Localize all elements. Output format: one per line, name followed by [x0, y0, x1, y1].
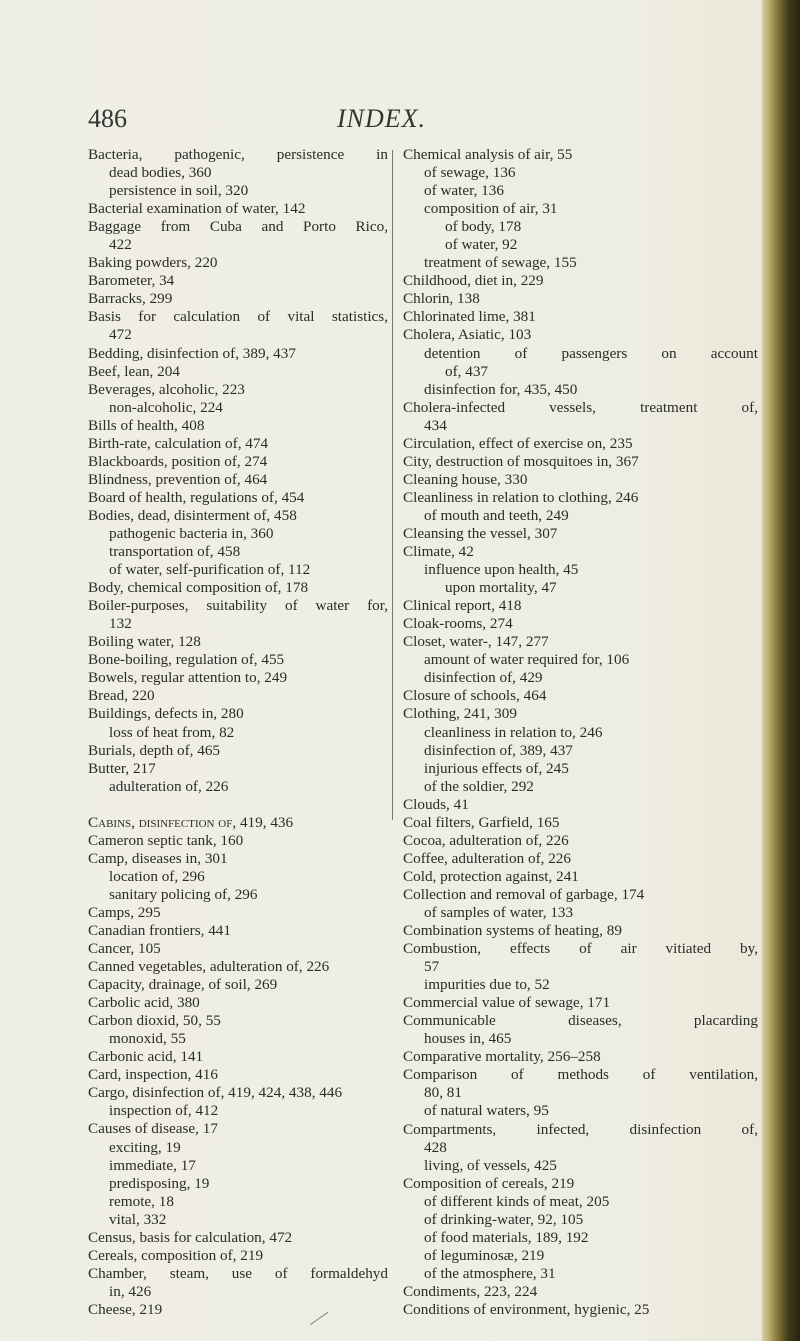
- index-entry: of, 437: [445, 362, 489, 380]
- index-entry: non-alcoholic, 224: [109, 398, 223, 416]
- index-entry: of food materials, 189, 192: [424, 1228, 589, 1246]
- index-entry: Bread, 220: [88, 687, 155, 705]
- index-entry: cleanliness in relation to, 246: [424, 723, 603, 741]
- index-entry: Cleanliness in relation to clothing, 246: [403, 488, 639, 506]
- index-entry: Camps, 295: [88, 903, 161, 921]
- index-entry: of the soldier, 292: [424, 777, 534, 795]
- index-entry: Climate, 42: [403, 543, 474, 561]
- index-entry: Burials, depth of, 465: [88, 741, 221, 759]
- index-entry: pathogenic bacteria in, 360: [109, 524, 274, 542]
- index-entry: living, of vessels, 425: [424, 1156, 557, 1174]
- index-entry: of the atmosphere, 31: [424, 1264, 556, 1282]
- index-entry: City, destruction of mosquitoes in, 367: [403, 452, 639, 470]
- index-entry: Bodies, dead, disinterment of, 458: [88, 506, 297, 524]
- index-entry: disinfection of, 389, 437: [424, 741, 573, 759]
- index-entry: of leguminosæ, 219: [424, 1246, 545, 1264]
- index-entry: location of, 296: [109, 867, 205, 885]
- index-entry: composition of air, 31: [424, 200, 558, 218]
- index-entry: Barometer, 34: [88, 272, 175, 290]
- index-entry: Childhood, diet in, 229: [403, 272, 544, 290]
- index-entry: Canned vegetables, adulteration of, 226: [88, 958, 330, 976]
- index-entry: impurities due to, 52: [424, 976, 550, 994]
- column-divider: [392, 150, 393, 820]
- index-entry: 428: [424, 1138, 447, 1156]
- index-entry: Chlorinated lime, 381: [403, 308, 536, 326]
- index-entry: Beef, lean, 204: [88, 362, 180, 380]
- index-entry: 422: [109, 236, 132, 254]
- page-header: [0, 100, 800, 140]
- index-entry: of water, 92: [445, 236, 518, 254]
- index-entry: Census, basis for calculation, 472: [88, 1228, 293, 1246]
- index-entry: Comparison of methods of ventilation,: [403, 1066, 758, 1084]
- index-entry: Barracks, 299: [88, 290, 173, 308]
- index-entry: Clinical report, 418: [403, 597, 522, 615]
- index-entry: in, 426: [109, 1282, 152, 1300]
- index-entry: of different kinds of meat, 205: [424, 1192, 610, 1210]
- index-entry: Bills of health, 408: [88, 416, 205, 434]
- index-entry: Bowels, regular attention to, 249: [88, 669, 288, 687]
- index-entry: Capacity, drainage, of soil, 269: [88, 976, 278, 994]
- page-edge-shadow: [762, 0, 800, 1341]
- index-entry: houses in, 465: [424, 1030, 512, 1048]
- index-entry: Baking powders, 220: [88, 254, 218, 272]
- index-entry: Bedding, disinfection of, 389, 437: [88, 344, 296, 362]
- index-entry: immediate, 17: [109, 1156, 196, 1174]
- index-entry: vital, 332: [109, 1210, 167, 1228]
- index-entry: 57: [424, 958, 440, 976]
- index-entry: Comparative mortality, 256–258: [403, 1048, 601, 1066]
- index-entry: Cleansing the vessel, 307: [403, 524, 558, 542]
- index-entry: Butter, 217: [88, 759, 156, 777]
- index-entry: Cereals, composition of, 219: [88, 1246, 264, 1264]
- index-entry: 434: [424, 416, 447, 434]
- index-entry: of water, self-purification of, 112: [109, 561, 311, 579]
- index-entry: dead bodies, 360: [109, 164, 212, 182]
- index-entry: sanitary policing of, 296: [109, 885, 258, 903]
- index-entry: Clouds, 41: [403, 795, 469, 813]
- index-entry: upon mortality, 47: [445, 579, 557, 597]
- index-entry: of drinking-water, 92, 105: [424, 1210, 584, 1228]
- index-entry: Canadian frontiers, 441: [88, 921, 231, 939]
- index-entry: Circulation, effect of exercise on, 235: [403, 434, 633, 452]
- index-entry: Composition of cereals, 219: [403, 1174, 575, 1192]
- index-entry: Camp, diseases in, 301: [88, 849, 228, 867]
- index-column-left: [88, 146, 388, 1319]
- index-entry: disinfection of, 429: [424, 669, 543, 687]
- index-entry: Condiments, 223, 224: [403, 1282, 538, 1300]
- index-entry: Cholera-infected vessels, treatment of,: [403, 398, 758, 416]
- index-entry: Chlorin, 138: [403, 290, 480, 308]
- index-entry: disinfection for, 435, 450: [424, 380, 578, 398]
- index-entry: Conditions of environment, hygienic, 25: [403, 1301, 650, 1318]
- index-entry: inspection of, 412: [109, 1102, 219, 1120]
- index-entry: amount of water required for, 106: [424, 651, 630, 669]
- section-gap: [88, 796, 388, 814]
- index-entry: remote, 18: [109, 1192, 174, 1210]
- index-entry: Cocoa, adulteration of, 226: [403, 831, 569, 849]
- index-entry: of body, 178: [445, 218, 522, 236]
- index-entry: of water, 136: [424, 182, 504, 200]
- running-head-title: INDEX.: [337, 104, 427, 133]
- index-entry: Birth-rate, calculation of, 474: [88, 434, 269, 452]
- index-entry: persistence in soil, 320: [109, 182, 249, 200]
- index-entry: Chemical analysis of air, 55: [403, 146, 573, 163]
- index-entry: of samples of water, 133: [424, 903, 574, 921]
- index-entry: injurious effects of, 245: [424, 759, 569, 777]
- index-entry: influence upon health, 45: [424, 561, 579, 579]
- index-entry: 80, 81: [424, 1084, 462, 1102]
- index-entry: 472: [109, 326, 132, 344]
- index-entry: Coal filters, Garfield, 165: [403, 813, 560, 831]
- index-entry: 132: [109, 615, 132, 633]
- index-entry: exciting, 19: [109, 1138, 181, 1156]
- index-entry: Buildings, defects in, 280: [88, 705, 244, 723]
- index-entry: Baggage from Cuba and Porto Rico,: [88, 218, 388, 236]
- index-entry: Carbolic acid, 380: [88, 994, 200, 1012]
- index-entry: Causes of disease, 17: [88, 1120, 218, 1138]
- index-entry: of mouth and teeth, 249: [424, 506, 569, 524]
- index-entry: monoxid, 55: [109, 1030, 186, 1048]
- index-entry: treatment of sewage, 155: [424, 254, 577, 272]
- index-column-right: [403, 146, 758, 1319]
- index-entry: Communicable diseases, placarding: [403, 1012, 758, 1030]
- index-entry: Basis for calculation of vital statistics,: [88, 308, 388, 326]
- index-entry: Cameron septic tank, 160: [88, 831, 244, 849]
- index-entry: Bone-boiling, regulation of, 455: [88, 651, 285, 669]
- index-entry: Cheese, 219: [88, 1300, 163, 1318]
- index-entry: Cloak-rooms, 274: [403, 615, 513, 633]
- index-entry: predisposing, 19: [109, 1174, 210, 1192]
- index-entry: transportation of, 458: [109, 543, 241, 561]
- index-entry: Compartments, infected, disinfection of,: [403, 1120, 758, 1138]
- index-entry: Carbonic acid, 141: [88, 1048, 204, 1066]
- index-entry: Carbon dioxid, 50, 55: [88, 1012, 221, 1030]
- index-entry: Body, chemical composition of, 178: [88, 579, 309, 597]
- index-entry: Chamber, steam, use of formaldehyd: [88, 1264, 388, 1282]
- index-entry: Cholera, Asiatic, 103: [403, 326, 532, 344]
- index-entry: Cancer, 105: [88, 940, 161, 958]
- index-entry: Board of health, regulations of, 454: [88, 488, 305, 506]
- index-entry: Commercial value of sewage, 171: [403, 994, 611, 1012]
- index-entry: Cold, protection against, 241: [403, 867, 579, 885]
- index-entry: Closet, water-, 147, 277: [403, 633, 549, 651]
- index-entry: Boiling water, 128: [88, 633, 201, 651]
- index-entry: adulteration of, 226: [109, 777, 229, 795]
- index-entry: of sewage, 136: [424, 164, 516, 182]
- index-entry: Bacterial examination of water, 142: [88, 200, 306, 218]
- index-entry: of natural waters, 95: [424, 1102, 549, 1120]
- index-entry: detention of passengers on account: [424, 344, 758, 362]
- index-entry: Card, inspection, 416: [88, 1066, 218, 1084]
- index-entry: Closure of schools, 464: [403, 687, 547, 705]
- index-entry: Combustion, effects of air vitiated by,: [403, 940, 758, 958]
- index-entry: Bacteria, pathogenic, persistence in: [88, 146, 388, 163]
- index-entry: Coffee, adulteration of, 226: [403, 849, 571, 867]
- index-entry: Combination systems of heating, 89: [403, 922, 622, 940]
- index-entry: Cabins, disinfection of, 419, 436: [88, 813, 294, 831]
- index-entry: Collection and removal of garbage, 174: [403, 885, 645, 903]
- index-entry: Beverages, alcoholic, 223: [88, 380, 245, 398]
- page-number: 486: [88, 104, 127, 133]
- index-entry: Boiler-purposes, suitability of water for,: [88, 597, 388, 615]
- index-entry: Blackboards, position of, 274: [88, 452, 268, 470]
- index-entry: Cargo, disinfection of, 419, 424, 438, 446: [88, 1084, 343, 1102]
- index-entry: loss of heat from, 82: [109, 723, 235, 741]
- index-entry: Cleaning house, 330: [403, 470, 528, 488]
- index-entry: Clothing, 241, 309: [403, 705, 517, 723]
- index-entry: Blindness, prevention of, 464: [88, 470, 268, 488]
